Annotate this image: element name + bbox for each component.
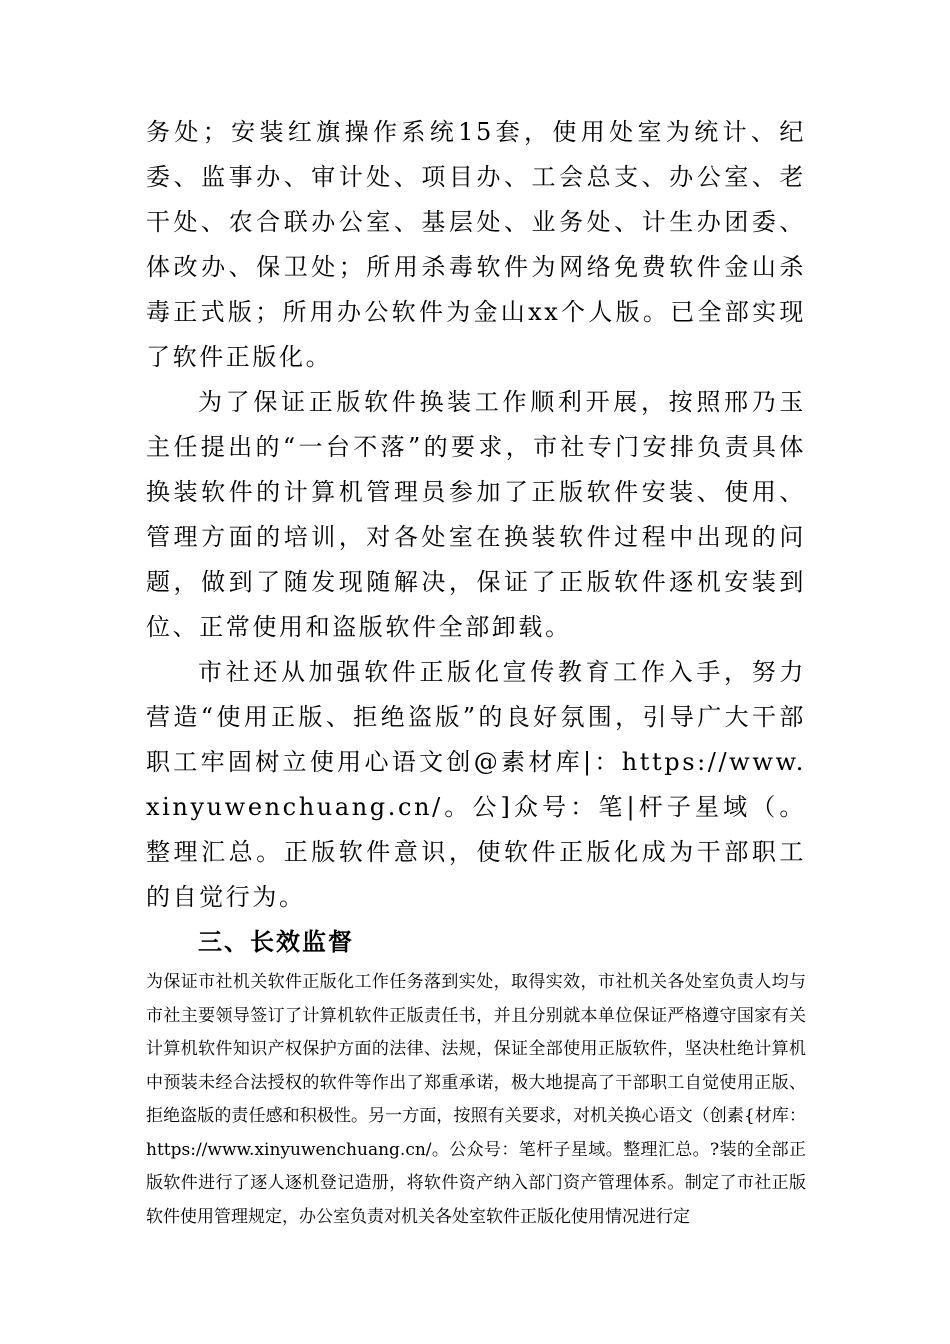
paragraph-3: 市社还从加强软件正版化宣传教育工作入手，努力营造“使用正版、拒绝盗版”的良好氛围，引导广大干部职工牢固树立使用心语文创@素材库|：https://www.xinyuwenchuang.cn/。公]众号：笔|杆子星域（。整理汇总。正版软件意识，使软件正版化成为干部职工的自觉行为。 [146, 658, 806, 911]
document-page [146, 110, 806, 1234]
paragraph-4: 为保证市社机关软件正版化工作任务落到实处，取得实效，市社机关各处室负责人均与市社主要领导签订了计算机软件正版责任书，并且分别就本单位保证严格遵守国家有关计算机软件知识产权保护方面的法律、法规，保证全部使用正版软件，坚决杜绝计算机中预装未经合法授权的软件等作出了郑重承诺，极大地提高了干部职工自觉使用正版、拒绝盗版的责任感和积极性。另一方面，按照有关要求，对机关换心语文（创素{材库：https://www.xinyuwenchuang.cn/。公众号：笔杆子星域。整理汇总。?装的全部正版软件进行了逐人逐机登记造册，将软件资产纳入部门资产管理体系。制定了市社正版软件使用管理规定，办公室负责对机关各处室软件正版化使用情况进行定 [146, 972, 806, 1227]
section-heading-3: 三、长效监督 [198, 927, 354, 956]
body-text-large [146, 110, 806, 920]
body-text-small [146, 966, 806, 1234]
paragraph-2: 为了保证正版软件换装工作顺利开展，按照邢乃玉主任提出的“一台不落”的要求，市社专门安排负责具体换装软件的计算机管理员参加了正版软件安装、使用、管理方面的培训，对各处室在换装软件过程中出现的问题，做到了随发现随解决，保证了正版软件逐机安装到位、正常使用和盗版软件全部卸载。 [146, 388, 806, 641]
paragraph-1: 务处；安装红旗操作系统15套，使用处室为统计、纪委、监事办、审计处、项目办、工会总支、办公室、老干处、农合联办公室、基层处、业务处、计生办团委、体改办、保卫处；所用杀毒软件为网络免费软件金山杀毒正式版；所用办公软件为金山xx个人版。已全部实现了软件正版化。 [146, 118, 806, 371]
